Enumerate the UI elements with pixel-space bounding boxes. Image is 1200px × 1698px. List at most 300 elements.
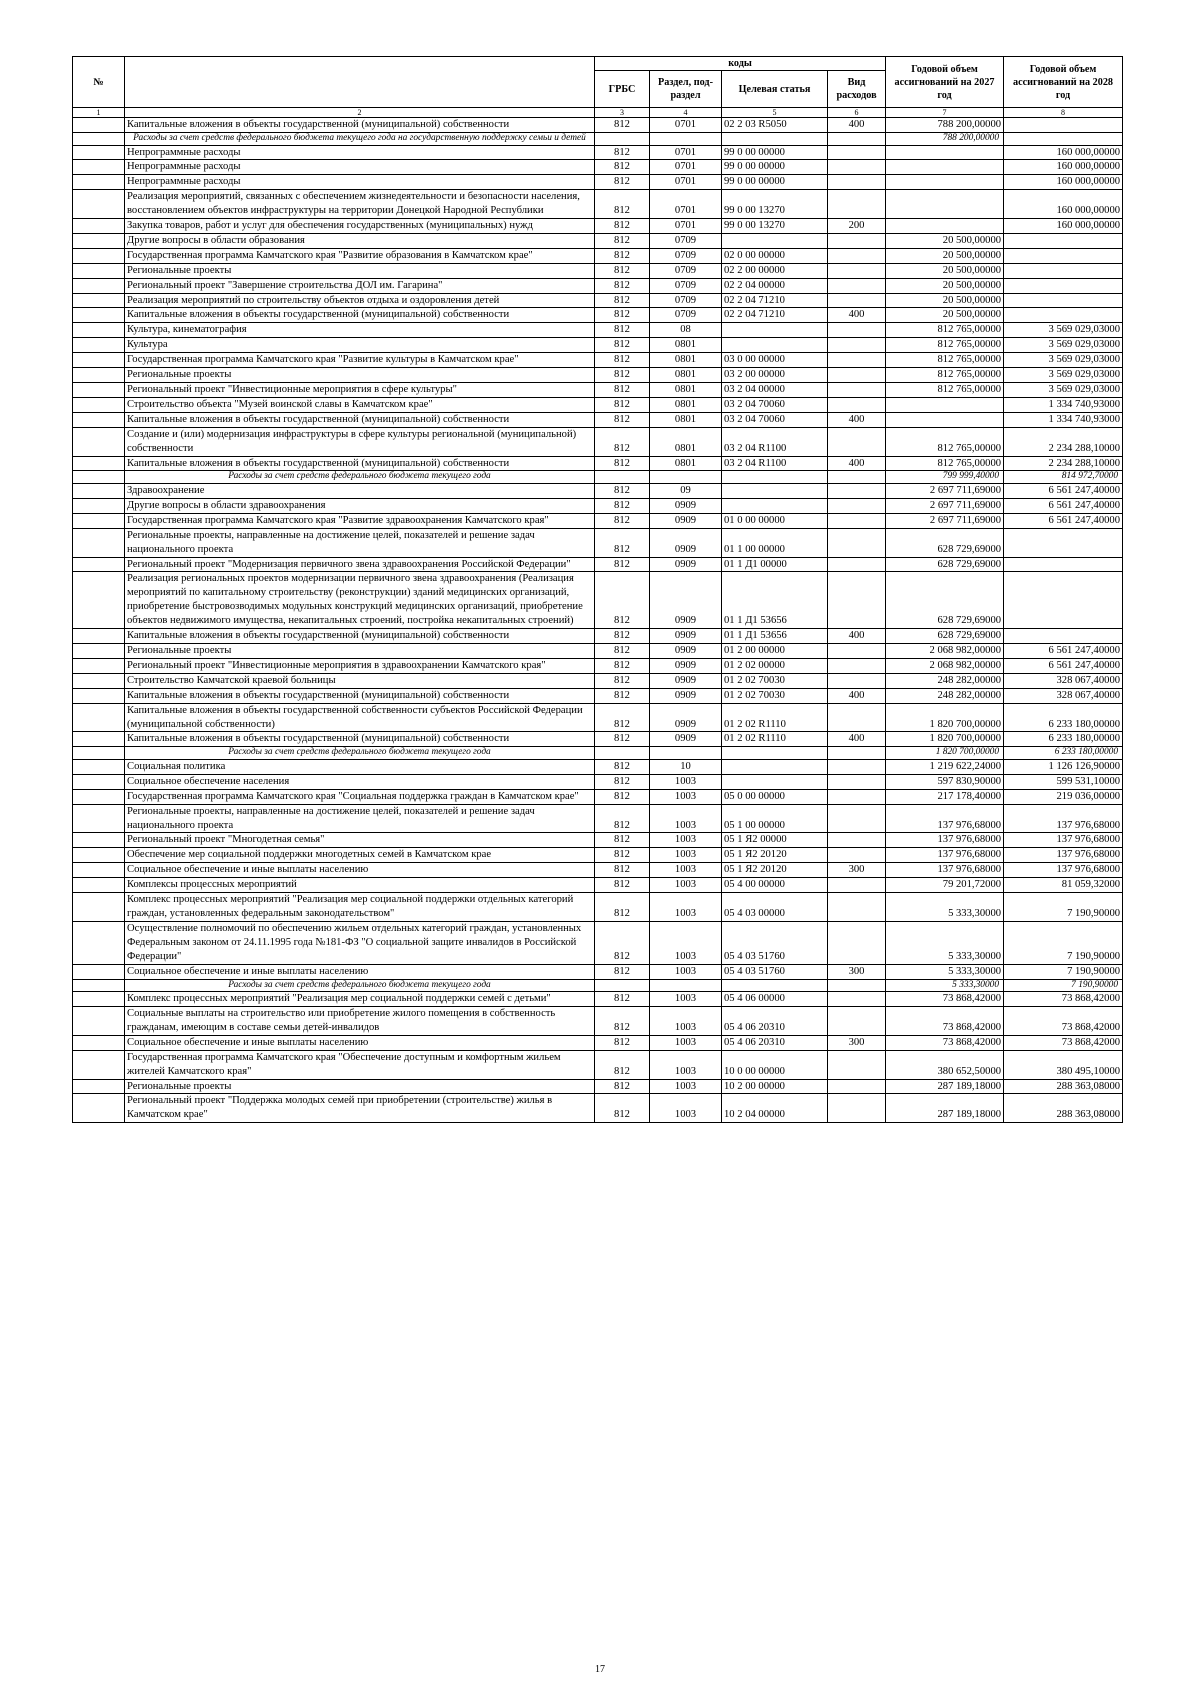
cell-name: Реализация мероприятий по строительству объектов отдыха и оздоровления детей <box>125 293 595 308</box>
cell-kind: 300 <box>828 863 886 878</box>
cell-target: 05 4 03 51760 <box>722 921 828 964</box>
cell-section: 1003 <box>650 1050 722 1079</box>
cell-target: 05 4 06 20310 <box>722 1035 828 1050</box>
cell-name: Социальное обеспечение населения <box>125 774 595 789</box>
cell-kind <box>828 160 886 175</box>
cell-target: 01 1 Д1 00000 <box>722 557 828 572</box>
cell-kind <box>828 703 886 732</box>
cell-2028 <box>1004 528 1123 557</box>
cell-grbs: 812 <box>595 484 650 499</box>
cell-2027: 20 500,00000 <box>886 308 1004 323</box>
cell-2027: 2 697 711,69000 <box>886 484 1004 499</box>
cell-2028: 3 569 029,03000 <box>1004 368 1123 383</box>
cell-2028 <box>1004 263 1123 278</box>
cell-section: 0801 <box>650 456 722 471</box>
cell-name: Капитальные вложения в объекты государственной (муниципальной) собственности <box>125 118 595 133</box>
cell-grbs: 812 <box>595 893 650 922</box>
table-row <box>73 1007 1123 1036</box>
table-row <box>73 893 1123 922</box>
cell-2028: 6 561 247,40000 <box>1004 498 1123 513</box>
cell-num <box>73 484 125 499</box>
table-row <box>73 248 1123 263</box>
cell-grbs: 812 <box>595 572 650 629</box>
cell-name: Закупка товаров, работ и услуг для обеспечения государственных (муниципальных) нужд <box>125 219 595 234</box>
cell-section: 1003 <box>650 964 722 979</box>
cell-section: 0909 <box>650 732 722 747</box>
cell-section: 0801 <box>650 427 722 456</box>
table-note-row <box>73 747 1123 760</box>
cell-2027: 20 500,00000 <box>886 263 1004 278</box>
cell-kind <box>828 644 886 659</box>
cell-2027: 1 820 700,00000 <box>886 703 1004 732</box>
cell-2027: 137 976,68000 <box>886 863 1004 878</box>
cell-target: 05 4 06 00000 <box>722 992 828 1007</box>
cell-kind: 200 <box>828 219 886 234</box>
cell-2027: 287 189,18000 <box>886 1094 1004 1123</box>
cell-num <box>73 412 125 427</box>
table-row <box>73 557 1123 572</box>
cell-num <box>73 688 125 703</box>
cell-2027: 812 765,00000 <box>886 323 1004 338</box>
cell-target: 03 2 04 70060 <box>722 397 828 412</box>
cell-grbs: 812 <box>595 629 650 644</box>
cell-2027 <box>886 190 1004 219</box>
column-number: 5 <box>722 108 828 118</box>
cell-2027: 812 765,00000 <box>886 368 1004 383</box>
cell-section: 1003 <box>650 863 722 878</box>
cell-section: 0801 <box>650 353 722 368</box>
cell-target: 01 2 02 00000 <box>722 658 828 673</box>
cell-kind <box>828 190 886 219</box>
cell-target: 05 1 Я2 00000 <box>722 833 828 848</box>
cell-2028: 7 190,90000 <box>1004 893 1123 922</box>
cell-name: Региональный проект "Инвестиционные мероприятия в здравоохранении Камчатского края" <box>125 658 595 673</box>
cell-num <box>73 557 125 572</box>
cell-2027: 799 999,40000 <box>886 471 1004 484</box>
cell-target: 02 2 04 71210 <box>722 293 828 308</box>
cell-num <box>73 673 125 688</box>
cell-2028: 3 569 029,03000 <box>1004 383 1123 398</box>
cell-2027: 812 765,00000 <box>886 338 1004 353</box>
cell-num <box>73 132 125 145</box>
cell-section: 0709 <box>650 263 722 278</box>
cell-2027: 1 219 622,24000 <box>886 759 1004 774</box>
cell-num <box>73 1007 125 1036</box>
cell-kind <box>828 513 886 528</box>
cell-kind <box>828 397 886 412</box>
cell-num <box>73 658 125 673</box>
cell-2028: 81 059,32000 <box>1004 878 1123 893</box>
cell-2028: 599 531,10000 <box>1004 774 1123 789</box>
cell-kind <box>828 804 886 833</box>
header-codes: коды <box>595 57 886 71</box>
cell-2027: 79 201,72000 <box>886 878 1004 893</box>
cell-2027: 73 868,42000 <box>886 1035 1004 1050</box>
cell-2028: 219 036,00000 <box>1004 789 1123 804</box>
cell-2028 <box>1004 233 1123 248</box>
cell-num <box>73 572 125 629</box>
budget-table <box>72 56 1123 1123</box>
cell-2027: 788 200,00000 <box>886 132 1004 145</box>
cell-grbs: 812 <box>595 1007 650 1036</box>
header-num: № <box>73 57 125 108</box>
cell-2027: 20 500,00000 <box>886 278 1004 293</box>
cell-name: Региональный проект "Инвестиционные мероприятия в сфере культуры" <box>125 383 595 398</box>
cell-kind: 400 <box>828 688 886 703</box>
cell-section <box>650 132 722 145</box>
cell-grbs: 812 <box>595 804 650 833</box>
table-row <box>73 383 1123 398</box>
table-row <box>73 878 1123 893</box>
header-kind: Вид расходов <box>828 71 886 108</box>
cell-2028: 6 233 180,00000 <box>1004 732 1123 747</box>
cell-kind <box>828 789 886 804</box>
cell-kind <box>828 1079 886 1094</box>
header-row-top <box>73 57 1123 71</box>
cell-2027 <box>886 145 1004 160</box>
cell-kind <box>828 293 886 308</box>
cell-name: Государственная программа Камчатского края "Обеспечение доступным и комфортным жильем жителей Камчатского края" <box>125 1050 595 1079</box>
cell-kind <box>828 1007 886 1036</box>
cell-2028: 3 569 029,03000 <box>1004 353 1123 368</box>
table-row <box>73 1050 1123 1079</box>
cell-grbs: 812 <box>595 323 650 338</box>
cell-section: 1003 <box>650 921 722 964</box>
cell-target <box>722 979 828 992</box>
cell-name: Здравоохранение <box>125 484 595 499</box>
cell-kind <box>828 263 886 278</box>
cell-2028: 6 233 180,00000 <box>1004 747 1123 760</box>
cell-2027: 2 068 982,00000 <box>886 658 1004 673</box>
cell-target: 03 2 04 00000 <box>722 383 828 398</box>
cell-grbs: 812 <box>595 528 650 557</box>
cell-kind <box>828 747 886 760</box>
cell-kind <box>828 427 886 456</box>
cell-target: 10 0 00 00000 <box>722 1050 828 1079</box>
cell-grbs: 812 <box>595 964 650 979</box>
cell-grbs: 812 <box>595 688 650 703</box>
cell-kind <box>828 498 886 513</box>
cell-section: 0909 <box>650 629 722 644</box>
cell-2028: 73 868,42000 <box>1004 1007 1123 1036</box>
cell-num <box>73 703 125 732</box>
cell-2028 <box>1004 572 1123 629</box>
cell-target: 05 4 03 51760 <box>722 964 828 979</box>
cell-num <box>73 644 125 659</box>
cell-target <box>722 747 828 760</box>
cell-num <box>73 878 125 893</box>
cell-num <box>73 732 125 747</box>
cell-2028: 1 126 126,90000 <box>1004 759 1123 774</box>
cell-note-text: Расходы за счет средств федерального бюджета текущего года на государственную поддержку семьи и детей <box>125 132 595 145</box>
cell-section: 0801 <box>650 397 722 412</box>
page-number: 17 <box>595 1664 605 1675</box>
cell-2027: 137 976,68000 <box>886 848 1004 863</box>
cell-kind <box>828 992 886 1007</box>
cell-note-text: Расходы за счет средств федерального бюджета текущего года <box>125 979 595 992</box>
table-row <box>73 190 1123 219</box>
cell-name: Социальные выплаты на строительство или приобретение жилого помещения в собственность гражданам, имеющим в составе семьи детей-инвалидов <box>125 1007 595 1036</box>
header-grbs: ГРБС <box>595 71 650 108</box>
cell-section: 1003 <box>650 833 722 848</box>
cell-target: 01 1 Д1 53656 <box>722 572 828 629</box>
cell-2027: 5 333,30000 <box>886 979 1004 992</box>
cell-num <box>73 747 125 760</box>
cell-2028: 7 190,90000 <box>1004 921 1123 964</box>
table-row <box>73 921 1123 964</box>
cell-num <box>73 804 125 833</box>
cell-grbs: 812 <box>595 383 650 398</box>
cell-2028: 288 363,08000 <box>1004 1094 1123 1123</box>
cell-target: 05 4 06 20310 <box>722 1007 828 1036</box>
cell-target: 01 0 00 00000 <box>722 513 828 528</box>
cell-target: 01 2 02 70030 <box>722 673 828 688</box>
cell-grbs: 812 <box>595 456 650 471</box>
cell-2028: 73 868,42000 <box>1004 992 1123 1007</box>
cell-grbs: 812 <box>595 759 650 774</box>
cell-section: 0909 <box>650 644 722 659</box>
cell-2028: 3 569 029,03000 <box>1004 338 1123 353</box>
cell-2027: 5 333,30000 <box>886 921 1004 964</box>
cell-section: 0909 <box>650 528 722 557</box>
cell-name: Региональные проекты <box>125 263 595 278</box>
cell-grbs: 812 <box>595 278 650 293</box>
table-row <box>73 278 1123 293</box>
cell-2027: 20 500,00000 <box>886 293 1004 308</box>
cell-name: Региональный проект "Многодетная семья" <box>125 833 595 848</box>
cell-num <box>73 528 125 557</box>
cell-2028: 328 067,40000 <box>1004 673 1123 688</box>
cell-section: 0909 <box>650 557 722 572</box>
cell-grbs: 812 <box>595 833 650 848</box>
cell-grbs: 812 <box>595 774 650 789</box>
cell-name: Строительство объекта "Музей воинской славы в Камчатском крае" <box>125 397 595 412</box>
column-number: 1 <box>73 108 125 118</box>
cell-2027: 287 189,18000 <box>886 1079 1004 1094</box>
cell-2027 <box>886 412 1004 427</box>
cell-2028: 137 976,68000 <box>1004 804 1123 833</box>
cell-num <box>73 338 125 353</box>
cell-2028 <box>1004 629 1123 644</box>
cell-target: 10 2 04 00000 <box>722 1094 828 1123</box>
cell-section: 1003 <box>650 1007 722 1036</box>
cell-kind <box>828 557 886 572</box>
header-target: Целевая статья <box>722 71 828 108</box>
cell-name: Социальное обеспечение и иные выплаты населению <box>125 863 595 878</box>
cell-target: 02 0 00 00000 <box>722 248 828 263</box>
cell-target <box>722 233 828 248</box>
cell-kind <box>828 175 886 190</box>
table-row <box>73 789 1123 804</box>
cell-grbs: 812 <box>595 338 650 353</box>
cell-2027: 628 729,69000 <box>886 557 1004 572</box>
table-row <box>73 629 1123 644</box>
cell-num <box>73 353 125 368</box>
cell-section: 1003 <box>650 893 722 922</box>
cell-target: 01 1 00 00000 <box>722 528 828 557</box>
cell-kind <box>828 848 886 863</box>
cell-2028 <box>1004 248 1123 263</box>
cell-kind <box>828 893 886 922</box>
cell-name: Капитальные вложения в объекты государственной (муниципальной) собственности <box>125 412 595 427</box>
cell-2027 <box>886 397 1004 412</box>
table-row <box>73 863 1123 878</box>
cell-2028: 6 561 247,40000 <box>1004 484 1123 499</box>
cell-grbs: 812 <box>595 1094 650 1123</box>
table-row <box>73 513 1123 528</box>
table-row <box>73 456 1123 471</box>
cell-2028 <box>1004 308 1123 323</box>
cell-name: Капитальные вложения в объекты государственной собственности субъектов Российской Федерации (муниципальной собственности) <box>125 703 595 732</box>
cell-section: 0701 <box>650 160 722 175</box>
cell-kind <box>828 658 886 673</box>
column-number: 6 <box>828 108 886 118</box>
cell-kind <box>828 774 886 789</box>
cell-2027: 73 868,42000 <box>886 992 1004 1007</box>
cell-name: Капитальные вложения в объекты государственной (муниципальной) собственности <box>125 629 595 644</box>
cell-kind <box>828 248 886 263</box>
cell-2027: 1 820 700,00000 <box>886 747 1004 760</box>
cell-2027: 73 868,42000 <box>886 1007 1004 1036</box>
cell-section: 0909 <box>650 513 722 528</box>
cell-2028: 380 495,10000 <box>1004 1050 1123 1079</box>
cell-section: 0801 <box>650 412 722 427</box>
cell-name: Культура <box>125 338 595 353</box>
table-row <box>73 774 1123 789</box>
table-row <box>73 528 1123 557</box>
cell-2027: 628 729,69000 <box>886 572 1004 629</box>
cell-kind <box>828 278 886 293</box>
cell-name: Региональные проекты <box>125 1079 595 1094</box>
cell-2028 <box>1004 557 1123 572</box>
budget-table-sheet <box>72 56 1122 1123</box>
header-2027: Годовой объем ассигнований на 2027 год <box>886 57 1004 108</box>
cell-2028: 137 976,68000 <box>1004 833 1123 848</box>
cell-num <box>73 992 125 1007</box>
table-row <box>73 964 1123 979</box>
cell-name: Реализация мероприятий, связанных с обеспечением жизнедеятельности и безопасности населения, восстановлением объектов инфраструктуры на территории Донецкой Народной Республики <box>125 190 595 219</box>
cell-grbs: 812 <box>595 427 650 456</box>
table-row <box>73 703 1123 732</box>
cell-name: Комплекс процессных мероприятий "Реализация мер социальной поддержки семей с детьми" <box>125 992 595 1007</box>
table-row <box>73 759 1123 774</box>
cell-num <box>73 1050 125 1079</box>
table-row <box>73 1094 1123 1123</box>
table-row <box>73 658 1123 673</box>
cell-section: 0801 <box>650 368 722 383</box>
cell-section: 1003 <box>650 848 722 863</box>
cell-name: Реализация региональных проектов модернизации первичного звена здравоохранения (Реализация мероприятий по капитальному строительству (реконструкции) зданий медицинских организаций, приобретение быстровозводимых модульных конструкций медицинских организаций, приобретение объектов недвижимого имущества, некапитальных строений, постройка некапитальных строений) <box>125 572 595 629</box>
cell-2027: 217 178,40000 <box>886 789 1004 804</box>
cell-grbs: 812 <box>595 992 650 1007</box>
cell-num <box>73 833 125 848</box>
table-row <box>73 412 1123 427</box>
cell-name: Комплексы процессных мероприятий <box>125 878 595 893</box>
cell-2027: 597 830,90000 <box>886 774 1004 789</box>
cell-grbs: 812 <box>595 219 650 234</box>
column-number: 8 <box>1004 108 1123 118</box>
cell-2028: 6 561 247,40000 <box>1004 658 1123 673</box>
cell-kind <box>828 759 886 774</box>
cell-target: 03 2 04 70060 <box>722 412 828 427</box>
cell-target: 01 2 02 R1110 <box>722 732 828 747</box>
cell-kind <box>828 1050 886 1079</box>
table-row <box>73 848 1123 863</box>
cell-section: 1003 <box>650 1035 722 1050</box>
cell-section: 09 <box>650 484 722 499</box>
cell-section <box>650 471 722 484</box>
header-section: Раздел, под-раздел <box>650 71 722 108</box>
cell-target: 01 2 02 70030 <box>722 688 828 703</box>
cell-grbs: 812 <box>595 848 650 863</box>
cell-2028: 73 868,42000 <box>1004 1035 1123 1050</box>
cell-grbs: 812 <box>595 673 650 688</box>
cell-grbs: 812 <box>595 248 650 263</box>
cell-section <box>650 747 722 760</box>
table-row <box>73 175 1123 190</box>
cell-name: Капитальные вложения в объекты государственной (муниципальной) собственности <box>125 688 595 703</box>
cell-name: Социальная политика <box>125 759 595 774</box>
cell-num <box>73 513 125 528</box>
cell-target: 99 0 00 00000 <box>722 160 828 175</box>
cell-target: 05 1 00 00000 <box>722 804 828 833</box>
cell-name: Непрограммные расходы <box>125 145 595 160</box>
cell-num <box>73 219 125 234</box>
cell-num <box>73 145 125 160</box>
table-row <box>73 484 1123 499</box>
cell-name: Региональные проекты, направленные на достижение целей, показателей и решение задач национального проекта <box>125 528 595 557</box>
cell-name: Социальное обеспечение и иные выплаты населению <box>125 1035 595 1050</box>
table-row <box>73 160 1123 175</box>
cell-num <box>73 1094 125 1123</box>
cell-section: 0909 <box>650 703 722 732</box>
column-number-row <box>73 108 1123 118</box>
cell-kind <box>828 383 886 398</box>
cell-2027: 380 652,50000 <box>886 1050 1004 1079</box>
cell-section: 1003 <box>650 804 722 833</box>
cell-grbs: 812 <box>595 160 650 175</box>
table-row <box>73 1035 1123 1050</box>
cell-num <box>73 233 125 248</box>
cell-2027: 1 820 700,00000 <box>886 732 1004 747</box>
cell-grbs <box>595 979 650 992</box>
cell-grbs: 812 <box>595 353 650 368</box>
cell-name: Непрограммные расходы <box>125 160 595 175</box>
table-row <box>73 1079 1123 1094</box>
cell-num <box>73 774 125 789</box>
cell-grbs <box>595 471 650 484</box>
cell-target: 03 2 04 R1100 <box>722 427 828 456</box>
cell-kind: 400 <box>828 732 886 747</box>
cell-target <box>722 132 828 145</box>
cell-num <box>73 248 125 263</box>
cell-2027: 812 765,00000 <box>886 353 1004 368</box>
cell-2027 <box>886 160 1004 175</box>
cell-2027: 628 729,69000 <box>886 528 1004 557</box>
cell-grbs: 812 <box>595 644 650 659</box>
cell-target: 05 1 Я2 20120 <box>722 848 828 863</box>
cell-2027: 628 729,69000 <box>886 629 1004 644</box>
table-row <box>73 338 1123 353</box>
cell-target: 03 2 00 00000 <box>722 368 828 383</box>
cell-2028: 1 334 740,93000 <box>1004 397 1123 412</box>
cell-section: 10 <box>650 759 722 774</box>
cell-section: 0801 <box>650 383 722 398</box>
table-row <box>73 427 1123 456</box>
cell-name: Региональные проекты <box>125 368 595 383</box>
cell-grbs: 812 <box>595 145 650 160</box>
cell-name: Региональный проект "Модернизация первичного звена здравоохранения Российской Федерации" <box>125 557 595 572</box>
